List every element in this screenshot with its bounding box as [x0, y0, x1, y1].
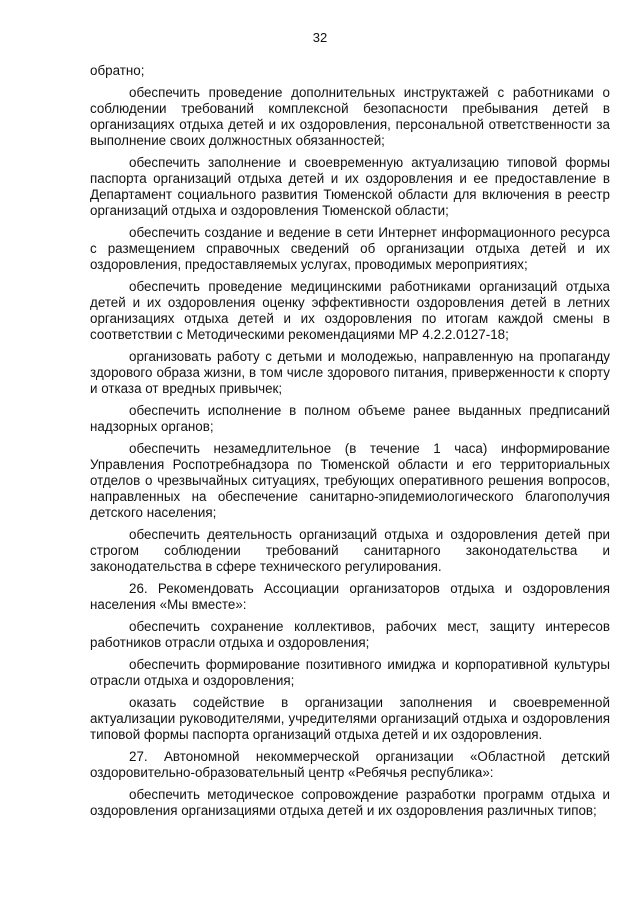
paragraph: обеспечить создание и ведение в сети Интернет информационного ресурса с размещением справочных сведений об организации отдыха детей и их оздоровления, предоставляемых услугах, проводимых мероприятиях;	[90, 225, 610, 272]
paragraph: 26. Рекомендовать Ассоциации организаторов отдыха и оздоровления населения «Мы вместе»:	[90, 581, 610, 612]
paragraph: организовать работу с детьми и молодежью, направленную на пропаганду здорового образа жизни, в том числе здорового питания, приверженности к спорту и отказа от вредных привычек;	[90, 349, 610, 396]
paragraph: обеспечить деятельность организаций отдыха и оздоровления детей при строгом соблюдении требований санитарного законодательства и законодательства в сфере технического регулирования.	[90, 527, 610, 574]
paragraph: обеспечить проведение медицинскими работниками организаций отдыха детей и их оздоровления оценку эффективности оздоровления детей в летних организациях отдыха детей и их оздоровления по итогам каждой смены в соответствии с Методическими рекомендациями МР 4.2.2.0127-18;	[90, 279, 610, 342]
paragraph: обеспечить исполнение в полном объеме ранее выданных предписаний надзорных органов;	[90, 403, 610, 434]
paragraph: обеспечить методическое сопровождение разработки программ отдыха и оздоровления организациями отдыха детей и их оздоровления различных типов;	[90, 787, 610, 818]
document-body	[90, 63, 610, 825]
paragraph: обеспечить незамедлительное (в течение 1 часа) информирование Управления Роспотребнадзора по Тюменской области и его территориальных отделов о чрезвычайных ситуациях, требующих оперативного решения вопросов, направленных на обеспечение санитарно-эпидемиологического благополучия детского населения;	[90, 441, 610, 520]
paragraph: 27. Автономной некоммерческой организации «Областной детский оздоровительно-образовательный центр «Ребячья республика»:	[90, 749, 610, 780]
paragraph: оказать содействие в организации заполнения и своевременной актуализации руководителями, учредителями организаций отдыха и оздоровления типовой формы паспорта организаций отдыха детей и их оздоровления.	[90, 695, 610, 742]
paragraph: обеспечить заполнение и своевременную актуализацию типовой формы паспорта организаций отдыха детей и их оздоровления и ее предоставление в Департамент социального развития Тюменской области для включения в реестр организаций отдыха и оздоровления Тюменской области;	[90, 155, 610, 218]
page-number: 32	[312, 30, 328, 45]
paragraph: обратно;	[90, 63, 145, 78]
paragraph: обеспечить проведение дополнительных инструктажей с работниками о соблюдении требований комплексной безопасности пребывания детей в организациях отдыха детей и их оздоровления, персональной ответственности за выполнение своих должностных обязанностей;	[90, 85, 610, 148]
paragraph: обеспечить формирование позитивного имиджа и корпоративной культуры отрасли отдыха и оздоровления;	[90, 657, 610, 688]
paragraph: обеспечить сохранение коллективов, рабочих мест, защиту интересов работников отрасли отдыха и оздоровления;	[90, 619, 610, 650]
